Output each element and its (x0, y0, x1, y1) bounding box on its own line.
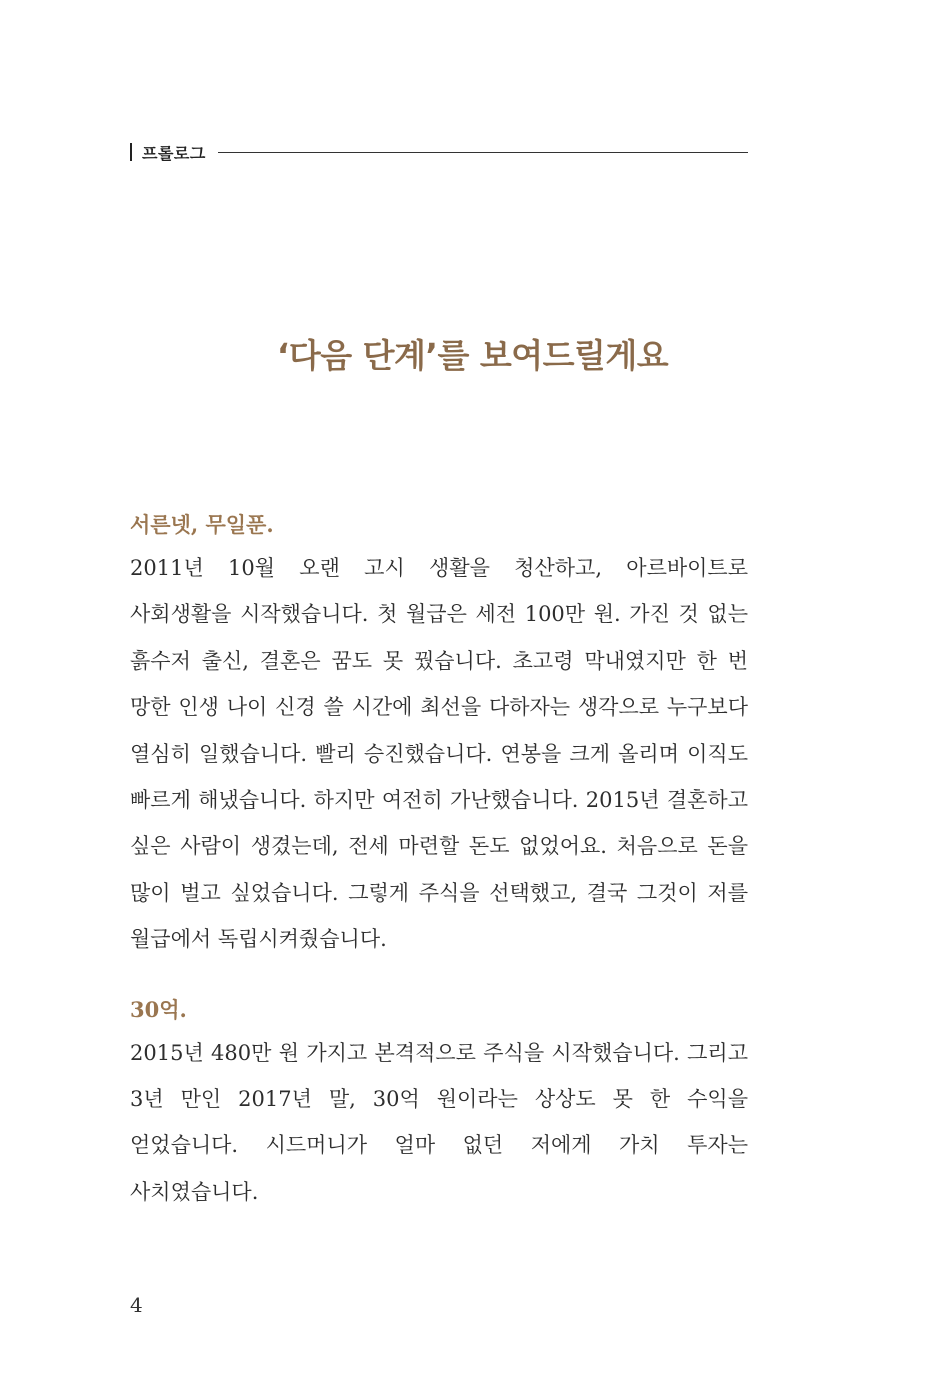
header-rule (218, 152, 748, 153)
header-label: 프롤로그 (142, 143, 206, 163)
section-paragraph: 2011년 10월 오랜 고시 생활을 청산하고, 아르바이트로 사회생활을 시작했습니다. 첫 월급은 세전 100만 원. 가진 것 없는 흙수저 출신, 결혼은 꿈도 못 꿨습니다. 초고령 막내였지만 한 번 망한 인생 나이 신경 쓸 시간에 최선을 다하자는 생각으로 누구보다 열심히 일했습니다. 빨리 승진했습니다. 연봉을 크게 올리며 이직도 빠르게 해냈습니다. 하지만 여전히 가난했습니다. 2015년 결혼하고 싶은 사람이 생겼는데, 전세 마련할 돈도 없었어요. 처음으로 돈을 많이 벌고 싶었습니다. 그렇게 주식을 선택했고, 결국 그것이 저를 월급에서 독립시켜줬습니다. (130, 556, 748, 952)
header-bar (130, 143, 132, 161)
section-three-billion (130, 990, 748, 1216)
running-header (130, 138, 748, 166)
chapter-title: ‘다음 단계’를 보여드릴게요 (276, 336, 669, 376)
page-content (130, 505, 748, 1215)
page-number: 4 (130, 1293, 143, 1317)
section-thirty-four (130, 505, 748, 963)
section-heading: 서른넷, 무일푼. (130, 512, 274, 537)
section-paragraph: 2015년 480만 원 가지고 본격적으로 주식을 시작했습니다. 그리고 3년 만인 2017년 말, 30억 원이라는 상상도 못 한 수익을 얻었습니다. 시드머니가 얼마 없던 저에게 가치 투자는 사치였습니다. (130, 1040, 748, 1204)
section-heading: 30억. (130, 996, 187, 1022)
